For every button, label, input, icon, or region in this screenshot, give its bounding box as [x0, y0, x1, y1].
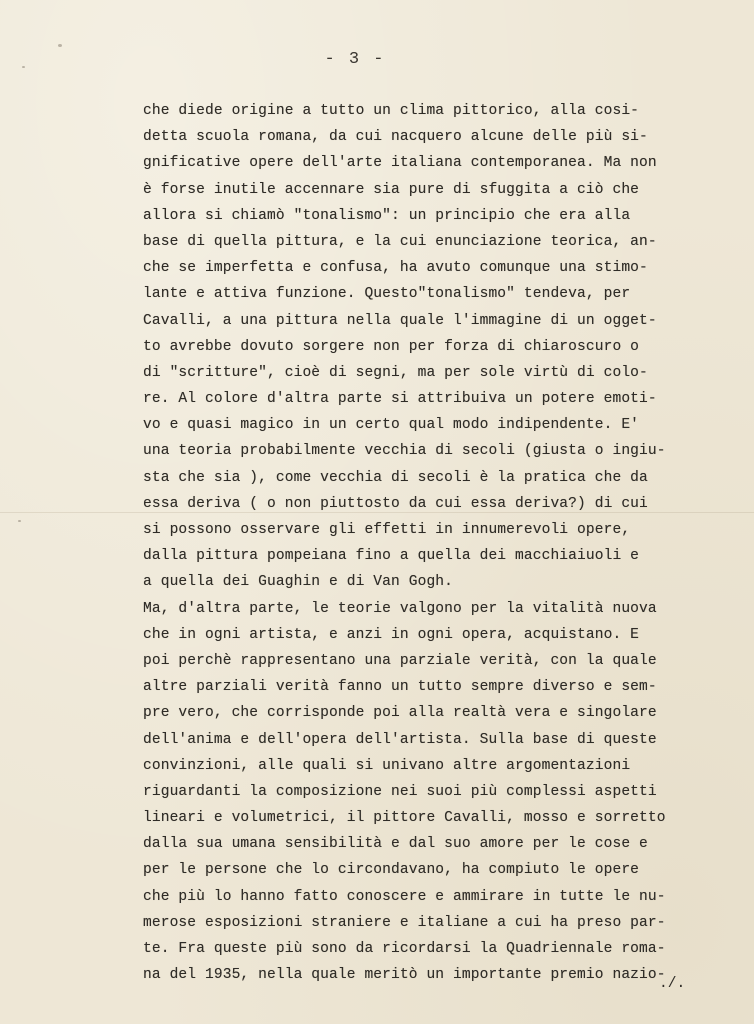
text-line: na del 1935, nella quale meritò un importante premio nazio-: [143, 967, 666, 984]
text-line: si possono osservare gli effetti in innumerevoli opere,: [143, 522, 631, 538]
text-line: che in ogni artista, e anzi in ogni opera, acquistano. E: [143, 626, 640, 643]
text-line: dalla sua umana sensibilità e dal suo amore per le cose e: [143, 836, 648, 853]
text-line: di "scritture", cioè di segni, ma per sole virtù di colo-: [143, 364, 648, 381]
text-line: Ma, d'altra parte, le teorie valgono per la vitalità nuova: [143, 600, 657, 617]
text-line: lante e attiva funzione. Questo"tonalismo" tendeva, per: [143, 286, 631, 303]
body-text: [143, 98, 723, 988]
paper-speck: [18, 520, 21, 522]
text-line: te. Fra queste più sono da ricordarsi la Quadriennale roma-: [143, 941, 666, 957]
text-line: che se imperfetta e confusa, ha avuto comunque una stimo-: [143, 260, 648, 277]
text-line: per le persone che lo circondavano, ha compiuto le opere: [143, 862, 640, 879]
text-line: è forse inutile accennare sia pure di sfuggita a ciò che: [143, 181, 640, 198]
page-number: - 3 -: [324, 50, 386, 69]
text-line: che diede origine a tutto un clima pittorico, alla cosi-: [143, 103, 640, 119]
text-line: poi perchè rappresentano una parziale verità, con la quale: [143, 652, 657, 669]
paper-speck: [58, 44, 62, 47]
text-line: pre vero, che corrisponde poi alla realtà vera e singolare: [143, 705, 657, 722]
text-line: dalla pittura pompeiana fino a quella dei macchiaiuoli e: [143, 548, 640, 565]
text-line: allora si chiamò "tonalismo": un principio che era alla: [143, 207, 631, 224]
text-line: una teoria probabilmente vecchia di secoli (giusta o ingiu-: [143, 443, 666, 460]
text-line: altre parziali verità fanno un tutto sempre diverso e sem-: [143, 679, 657, 696]
text-line: dell'anima e dell'opera dell'artista. Sulla base di queste: [143, 731, 657, 748]
text-line: riguardanti la composizione nei suoi più complessi aspetti: [143, 783, 657, 800]
text-line: Cavalli, a una pittura nella quale l'immagine di un ogget-: [143, 312, 657, 329]
text-line: lineari e volumetrici, il pittore Cavalli, mosso e sorretto: [143, 810, 666, 827]
text-line: sta che sia ), come vecchia di secoli è la pratica che da: [143, 469, 648, 486]
continuation-mark: ./.: [659, 976, 686, 992]
text-line: a quella dei Guaghin e di Van Gogh.: [143, 574, 454, 591]
text-line: che più lo hanno fatto conoscere e ammirare in tutte le nu-: [143, 888, 666, 905]
text-line: base di quella pittura, e la cui enunciazione teorica, an-: [143, 233, 657, 250]
text-line: merose esposizioni straniere e italiane a cui ha preso par-: [143, 914, 666, 931]
text-line: detta scuola romana, da cui nacquero alcune delle più si-: [143, 129, 648, 146]
text-line: gnificative opere dell'arte italiana contemporanea. Ma non: [143, 155, 657, 172]
text-line: vo e quasi magico in un certo qual modo indipendente. E': [143, 417, 640, 434]
text-line: to avrebbe dovuto sorgere non per forza di chiaroscuro o: [143, 338, 640, 355]
text-line: re. Al colore d'altra parte si attribuiva un potere emoti-: [143, 391, 657, 408]
text-line: essa deriva ( o non piuttosto da cui essa deriva?) di cui: [143, 495, 648, 512]
text-line: convinzioni, alle quali si univano altre argomentazioni: [143, 757, 631, 774]
